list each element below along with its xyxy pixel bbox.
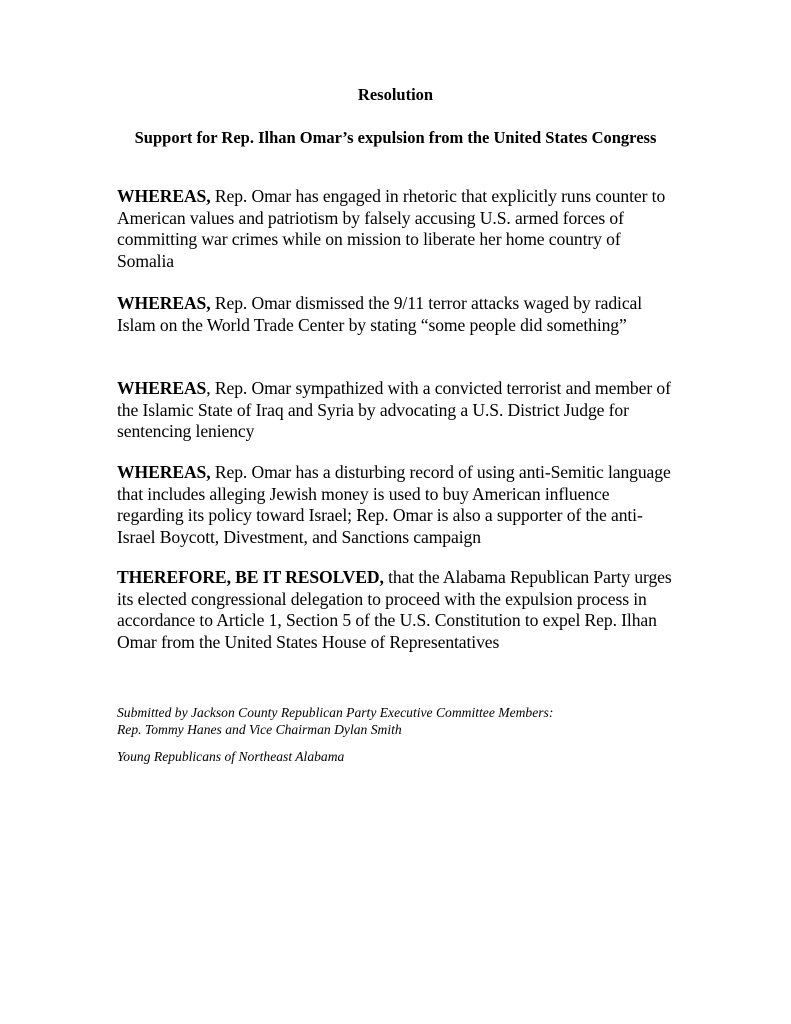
- whereas-clause-4: [117, 462, 677, 548]
- resolved-clause: [117, 567, 677, 653]
- clause-lead: WHEREAS,: [117, 462, 211, 482]
- resolution-subtitle: Support for Rep. Ilhan Omar’s expulsion from the United States Congress: [134, 128, 657, 147]
- whereas-clause-1: [117, 186, 677, 272]
- submitted-by-note: [117, 704, 717, 738]
- clause-text: that the Alabama Republican Party urges its elected congressional delegation to proceed with the expulsion process in accordance to Article 1, Section 5 of the U.S. Constitution to expel Rep. Ilhan Omar from the United States House of Representatives: [117, 567, 672, 652]
- clause-lead: THEREFORE, BE IT RESOLVED,: [117, 567, 384, 587]
- clause-text: Rep. Omar has engaged in rhetoric that explicitly runs counter to American values and patriotism by falsely accusing U.S. armed forces of committing war crimes while on mission to liberate her home country of Somalia: [117, 186, 666, 271]
- clause-text: Rep. Omar dismissed the 9/11 terror attacks waged by radical Islam on the World Trade Center by stating “some people did something”: [117, 293, 643, 335]
- submitted-line-1: Submitted by Jackson County Republican Party Executive Committee Members:: [117, 705, 554, 720]
- organization-line: Young Republicans of Northeast Alabama: [117, 749, 345, 764]
- submitted-line-2: Rep. Tommy Hanes and Vice Chairman Dylan Smith: [117, 722, 402, 737]
- whereas-clause-3: [117, 378, 677, 443]
- clause-text: , Rep. Omar sympathized with a convicted terrorist and member of the Islamic State of Iraq and Syria by advocating a U.S. District Judge for sentencing leniency: [117, 378, 671, 442]
- clause-lead: WHEREAS: [117, 378, 207, 398]
- clause-lead: WHEREAS,: [117, 293, 211, 313]
- whereas-clause-2: [117, 293, 677, 336]
- clause-lead: WHEREAS,: [117, 186, 211, 206]
- page-title: Resolution: [357, 85, 434, 104]
- clause-text: Rep. Omar has a disturbing record of using anti-Semitic language that includes alleging Jewish money is used to buy American influence regarding its policy toward Israel; Rep. Omar is also a supporter of the anti-Israel Boycott, Divestment, and Sanctions campaign: [117, 462, 671, 547]
